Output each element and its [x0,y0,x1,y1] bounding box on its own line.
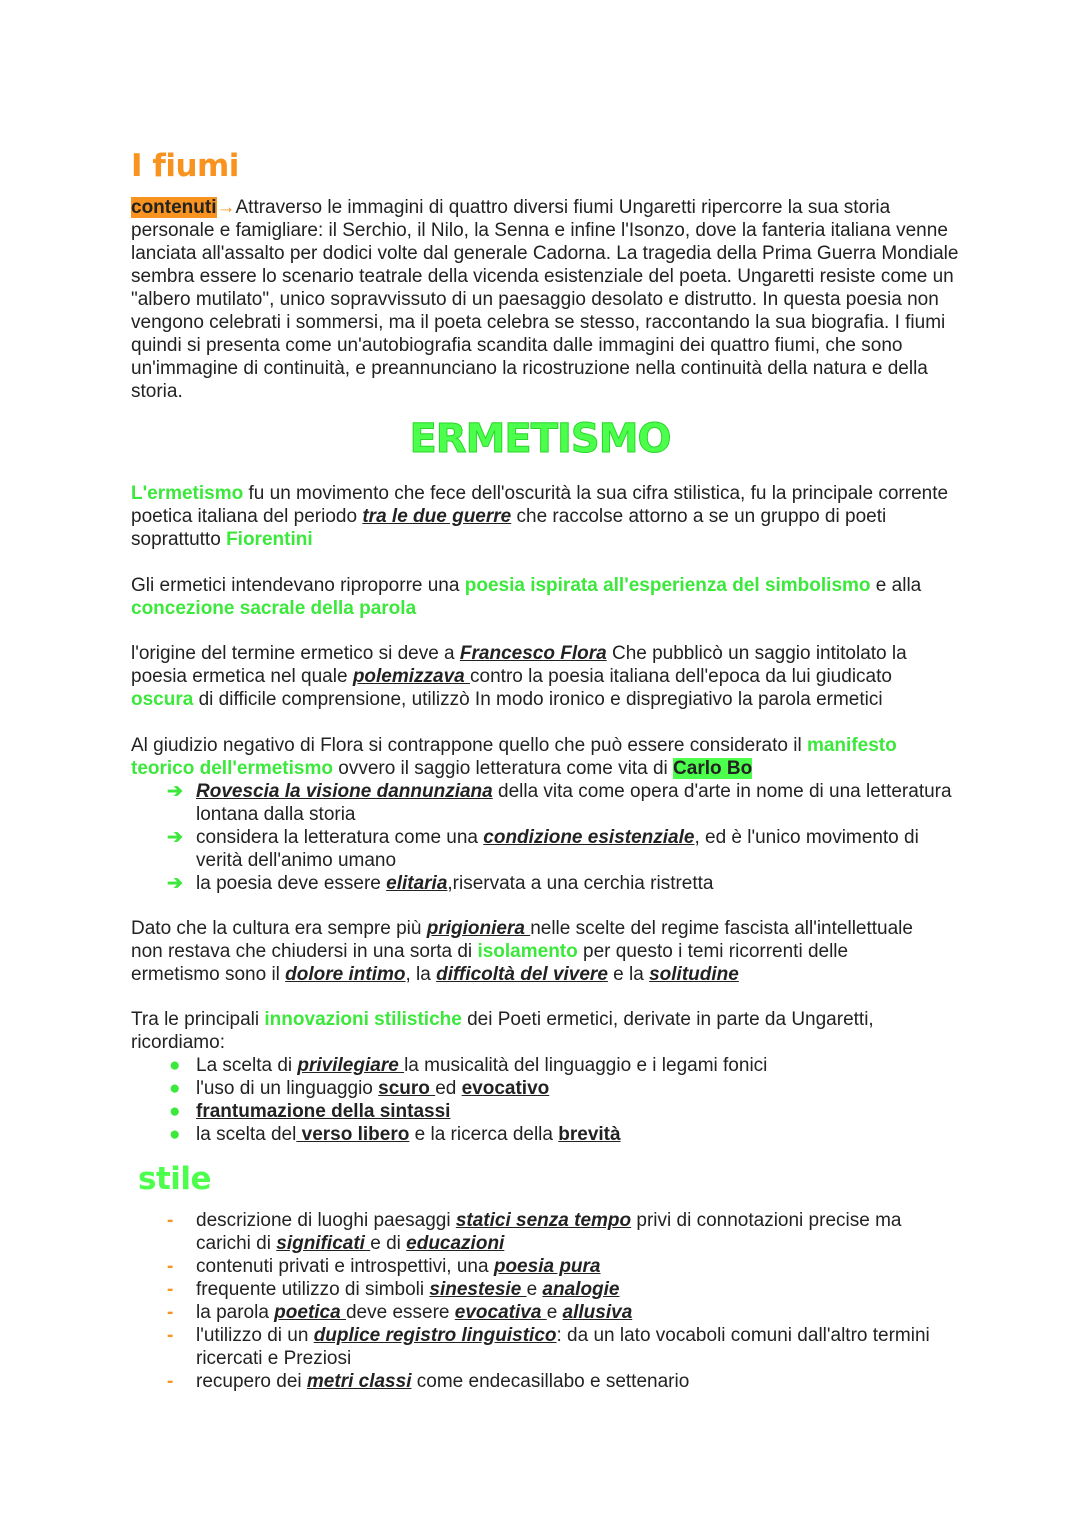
emphasis: Francesco Flora [459,643,607,664]
list-item [131,1255,961,1278]
text: e [526,1279,543,1300]
text: La scelta di [196,1055,298,1076]
emphasis: duplice registro linguistico [313,1325,557,1346]
emphasis: scuro [378,1078,436,1099]
ermetismo-definition [131,482,961,551]
text: privi di connotazioni precise ma carichi di [196,1210,902,1254]
fiumi-paragraph [131,196,961,403]
text: la scelta del [196,1124,297,1145]
bullet-icon: ● [169,1055,181,1076]
text: e [546,1302,563,1323]
dash-icon: - [167,1210,174,1231]
text: l'origine del termine ermetico si deve a [131,643,460,664]
text: Dato che la cultura era sempre più [131,918,427,939]
text: l'utilizzo di un [196,1325,314,1346]
highlight: manifesto teorico dell'ermetismo [131,735,897,779]
carlo-bo-highlight: Carlo Bo [673,758,753,779]
emphasis: dolore intimo [285,964,406,985]
text: e la ricerca della [409,1124,559,1145]
emphasis: poesia pura [493,1256,601,1277]
emphasis: verso libero [296,1124,410,1145]
emphasis: Rovescia la visione dannunziana [196,781,493,802]
list-item [131,1123,961,1146]
ermetici-paragraph [131,574,961,620]
text: , ed è l'unico movimento di verità dell'animo umano [196,827,919,871]
dash-icon: - [167,1325,174,1346]
list-item [131,872,961,895]
text: per questo i temi ricorrenti delle ermetismo sono il [131,941,849,985]
emphasis: difficoltà del vivere [436,964,608,985]
emphasis: allusiva [562,1302,633,1323]
list-item [131,1370,961,1393]
emphasis: frantumazione della sintassi [196,1101,451,1122]
text: descrizione di luoghi paesaggi [196,1210,456,1231]
carlo-bo-list [131,780,961,895]
highlight: oscura [131,689,194,710]
text: ovvero il saggio letteratura come vita di [332,758,674,779]
dash-icon: - [167,1279,174,1300]
contenuti-tag: contenuti [131,197,217,218]
dash-icon: - [167,1371,174,1392]
highlight: isolamento [477,941,578,962]
emphasis: privilegiare [297,1055,405,1076]
bullet-icon: ● [169,1124,181,1145]
arrow-icon: → [216,197,236,218]
emphasis: metri classi [306,1371,412,1392]
carlo-bo-paragraph [131,734,946,780]
emphasis: solitudine [649,964,739,985]
arrow-icon: ➔ [167,873,183,894]
list-item [131,1209,961,1255]
text: recupero dei [196,1371,307,1392]
text: e di [370,1233,407,1254]
emphasis: sinestesie [429,1279,527,1300]
ermetismo-term: L'ermetismo [131,483,244,504]
text: della vita come opera d'arte in nome di una letteratura lontana dalla storia [196,781,952,825]
text: Gli ermetici intendevano riproporre una [131,575,465,596]
text: come endecasillabo e settenario [411,1371,690,1392]
dash-icon: - [167,1256,174,1277]
ermetismo-title: ERMETISMO [409,416,671,462]
arrow-icon: ➔ [167,827,183,848]
text: , la [405,964,437,985]
emphasis: analogie [542,1279,620,1300]
text: e la [607,964,650,985]
bullet-icon: ● [169,1078,181,1099]
emphasis: evocativo [461,1078,550,1099]
list-item [131,1301,961,1324]
fiumi-title: I fiumi [131,148,239,184]
origine-paragraph [131,642,951,711]
stile-title: stile [138,1161,212,1197]
text: nelle scelte del regime fascista all'intellettuale non restava che chiudersi in una sorta di [131,918,913,962]
highlight: innovazioni stilistiche [264,1009,462,1030]
text: e alla [870,575,922,596]
text: che raccolse attorno a se un gruppo di poeti soprattutto [131,506,887,550]
arrow-icon: ➔ [167,781,183,802]
text: la musicalità del linguaggio e i legami fonici [404,1055,768,1076]
text: considera la letteratura come una [196,827,484,848]
stile-list [131,1209,961,1393]
list-item [131,1278,961,1301]
text: deve essere [345,1302,455,1323]
text: di difficile comprensione, utilizzò In modo ironico e dispregiativo la parola ermetici [193,689,883,710]
text: Al giudizio negativo di Flora si contrappone quello che può essere considerato il [131,735,807,756]
list-item [131,826,961,872]
emphasis: polemizzava [352,666,471,687]
text: la parola [196,1302,275,1323]
innovazioni-list [131,1054,961,1146]
text: la poesia deve essere [196,873,387,894]
text: ed [435,1078,462,1099]
highlight: poesia ispirata all'esperienza del simbolismo [464,575,871,596]
list-item [131,1324,941,1370]
list-item [131,1077,961,1100]
text: contro la poesia italiana dell'epoca da lui giudicato [470,666,892,687]
fiumi-text: Attraverso le immagini di quattro diversi fiumi Ungaretti ripercorre la sua storia personale e famigliare: il Serchio, il Nilo, la Senna e infine l'Isonzo, dove la fanteria italiana venne lanciata all'assalto per dodici volte dal generale Cadorna. La tragedia della Prima Guerra Mondiale sembra essere lo scenario teatrale della vicenda esistenziale del poeta. Ungaretti resiste come un "albero mutilato", unico sopravvissuto di un paesaggio desolato e distrutto. In questa poesia non vengono celebrati i sommersi, ma il poeta celebra se stesso, raccontando la sua biografia. I fiumi quindi si presenta come un'autobiografia scandita dalle immagini dei quattro fiumi, che sono un'immagine di continuità, e preannunciano la ricostruzione nella continuità della natura e della storia. [131,197,959,402]
text: Che pubblicò un saggio intitolato la poesia ermetica nel quale [131,643,907,687]
text: : da un lato vocaboli comuni dall'altro termini ricercati e Preziosi [196,1325,930,1369]
list-item [131,1100,961,1123]
emphasis: brevità [558,1124,621,1145]
text: dei Poeti ermetici, derivate in parte da Ungaretti, ricordiamo: [131,1009,874,1053]
highlight: concezione sacrale della parola [131,598,417,619]
highlight: Fiorentini [226,529,313,550]
dash-icon: - [167,1302,174,1323]
emphasis: statici senza tempo [455,1210,632,1231]
emphasis: poetica [274,1302,346,1323]
emphasis: tra le due guerre [362,506,512,527]
text: Tra le principali [131,1009,265,1030]
text: contenuti privati e introspettivi, una [196,1256,494,1277]
list-item [131,1054,961,1077]
emphasis: prigioniera [426,918,531,939]
list-item [131,780,961,826]
emphasis: evocativa [454,1302,547,1323]
text: ,riservata a una cerchia ristretta [447,873,714,894]
text: frequente utilizzo di simboli [196,1279,430,1300]
text: fu un movimento che fece dell'oscurità la sua cifra stilistica, fu la principale corrente poetica italiana del periodo [131,483,949,527]
isolamento-paragraph [131,917,921,986]
text: l'uso di un linguaggio [196,1078,379,1099]
emphasis: educazioni [406,1233,505,1254]
emphasis: significati [276,1233,371,1254]
emphasis: elitaria [386,873,448,894]
innovazioni-paragraph [131,1008,931,1054]
bullet-icon: ● [169,1101,181,1122]
emphasis: condizione esistenziale [483,827,695,848]
